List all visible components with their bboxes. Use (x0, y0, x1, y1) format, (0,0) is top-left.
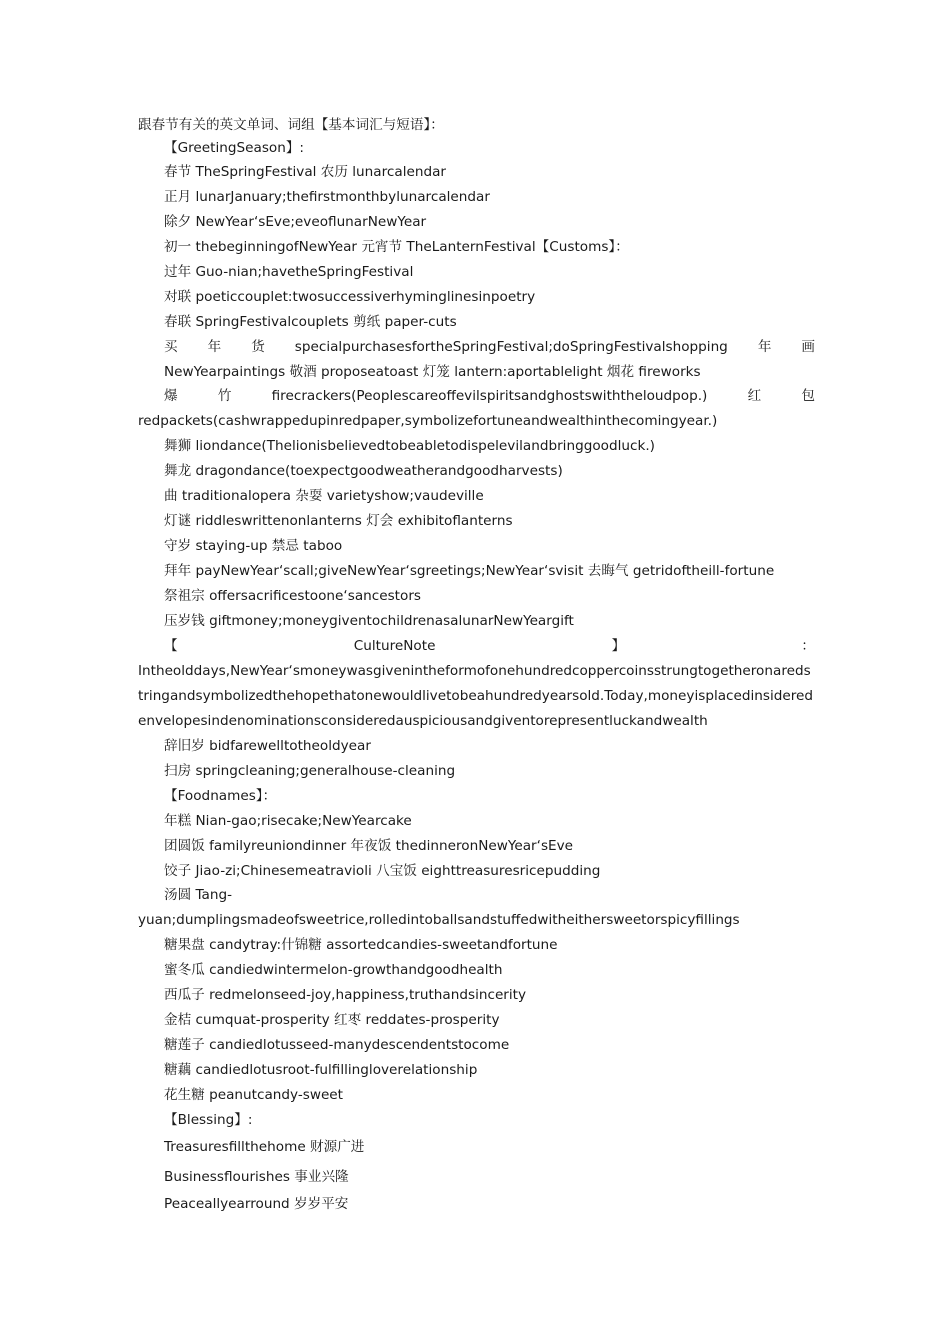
culture-note-heading (164, 634, 815, 659)
text-line: 初一 thebeginningofNewYear 元宵节 TheLanternFestival【Customs】： (164, 239, 629, 255)
text-line: 曲 traditionalopera 杂耍 varietyshow;vaudeville (164, 488, 484, 504)
text-line: 糖果盘 candytray:什锦糖 assortedcandies-sweetandfortune (164, 937, 558, 953)
text-part: firecrackers(Peoplescareoffevilspiritsandghostswiththeloudpop.) (271, 388, 708, 404)
text-line: 蜜冬瓜 candiedwintermelon-growthandgoodhealth (164, 962, 503, 978)
text-line: 糖莲子 candiedlotusseed-manydescendentstocome (164, 1037, 510, 1053)
text-line: 除夕 NewYear‘sEve;eveoflunarNewYear (164, 214, 427, 230)
document-title: 跟春节有关的英文单词、词组【基本词汇与短语】： (138, 117, 444, 133)
food-heading: 【Foodnames】： (164, 788, 277, 804)
text-part: 竹 (217, 388, 232, 404)
text-line: 春节 TheSpringFestival 农历 lunarcalendar (164, 164, 447, 180)
text-line: 年糕 Nian-gao;risecake;NewYearcake (164, 813, 412, 829)
text-line: 花生糖 peanutcandy-sweet (164, 1087, 344, 1103)
text-part: 包 (801, 388, 815, 404)
text-line: 压岁钱 giftmoney;moneygiventochildrenasalunarNewYeargift (164, 613, 574, 629)
text-line: 团圆饭 familyreuniondinner 年夜饭 thedinneronNewYear‘sEve (164, 838, 574, 854)
text-line: 灯谜 riddleswrittenonlanterns 灯会 exhibitoflanterns (164, 513, 513, 529)
text-part: 买 (164, 339, 178, 355)
text-line: 春联 SpringFestivalcouplets 剪纸 paper-cuts (164, 314, 457, 330)
text-part: 】 (611, 638, 626, 654)
greeting-heading: 【GreetingSeason】: (164, 140, 305, 156)
text-line: 舞狮 liondance(Thelionisbelievedtobeabletodispelevilandbringgoodluck.) (164, 438, 655, 454)
text-part: 年 (757, 339, 772, 355)
blessing-line: Treasuresfillthehome 财源广进 (164, 1139, 365, 1155)
text-line: 糖藕 candiedlotusroot-fulfillingloverelationship (164, 1062, 478, 1078)
text-part: 【 (164, 638, 178, 654)
text-line: yuan;dumplingsmadeofsweetrice,rolledintoballsandstuffedwitheithersweetorspicyfillings (138, 912, 740, 928)
text-line: 扫房 springcleaning;generalhouse-cleaning (164, 763, 456, 779)
blessing-line: Peaceallyearround 岁岁平安 (164, 1196, 349, 1212)
text-part: 年 (207, 339, 222, 355)
text-line: 舞龙 dragondance(toexpectgoodweatherandgoodharvests) (164, 463, 563, 479)
text-part: specialpurchasesfortheSpringFestival;doSpringFestivalshopping (294, 339, 728, 355)
text-part: 爆 (164, 388, 178, 404)
text-line: 祭祖宗 offersacrificestoone‘sancestors (164, 588, 421, 604)
text-line: 西瓜子 redmelonseed-joy,happiness,truthandsincerity (164, 987, 527, 1003)
text-line: NewYearpaintings 敬酒 proposeatoast 灯笼 lantern:aportablelight 烟花 fireworks (164, 364, 701, 380)
text-line: 守岁 staying-up 禁忌 taboo (164, 538, 343, 554)
blessing-line: Businessflourishes 事业兴隆 (164, 1169, 349, 1185)
text-line: redpackets(cashwrappedupinredpaper,symbolizefortuneandwealthinthecomingyear.) (138, 413, 718, 429)
text-line: 过年 Guo-nian;havetheSpringFestival (164, 264, 414, 280)
text-part: ： (801, 638, 815, 654)
text-part: 货 (251, 339, 265, 355)
blessing-heading: 【Blessing】: (164, 1112, 253, 1128)
text-part: CultureNote (353, 638, 436, 654)
text-line: 汤圆 Tang- (164, 887, 233, 903)
text-line: 辞旧岁 bidfarewelltotheoldyear (164, 738, 371, 754)
justified-line (164, 335, 815, 360)
culture-note-body: Intheolddays,NewYear‘smoneywasgivenintheformofonehundredcoppercoinsstrungtogetheronaredstringandsymbolizedthehopethatonewouldlivetobeahundredyearsold.Today,moneyisplacedinsideredenvelopesindenominationsconsideredauspiciousandgiventorepresentluckandwealth (138, 663, 814, 729)
text-line: 正月 lunarJanuary;thefirstmonthbylunarcalendar (164, 189, 490, 205)
text-line: 对联 poeticcouplet:twosuccessiverhyminglinesinpoetry (164, 289, 536, 305)
text-line: 拜年 payNewYear‘scall;giveNewYear‘sgreetings;NewYear‘svisit 去晦气 getridoftheill-fortune (164, 563, 775, 579)
text-line: 金桔 cumquat-prosperity 红枣 reddates-prosperity (164, 1012, 500, 1028)
text-part: 画 (801, 339, 815, 355)
text-part: 红 (747, 388, 762, 404)
justified-line (164, 384, 815, 409)
text-line: 饺子 Jiao-zi;Chinesemeatravioli 八宝饭 eighttreasuresricepudding (164, 863, 601, 879)
